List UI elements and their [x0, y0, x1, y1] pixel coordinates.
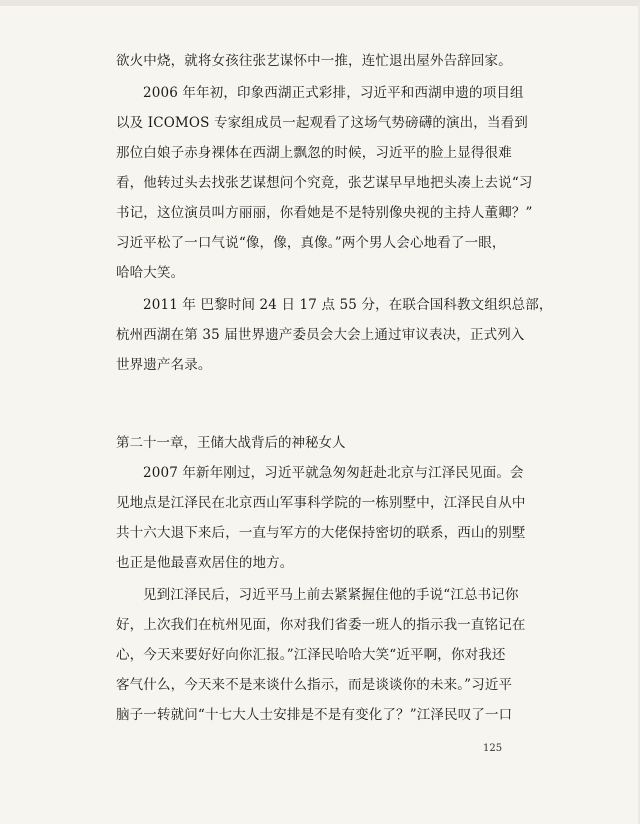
text-line: 见到江泽民后，习近平马上前去紧紧握住他的手说“江总书记你: [143, 587, 519, 603]
text-line: 习近平松了一口气说“像，像，真像。”两个男人会心地看了一眼，: [116, 235, 506, 251]
text-line: 共十六大退下来后，一直与军方的大佬保持密切的联系，西山的别墅: [116, 525, 526, 541]
text-line: 那位白娘子赤身裸体在西湖上飘忽的时候，习近平的脸上显得很难: [116, 145, 512, 161]
paragraph-1: [116, 46, 524, 76]
text-line: 以及 ICOMOS 专家组成员一起观看了这场气势磅礴的演出，当看到: [116, 115, 528, 131]
text-line: 2007 年新年刚过，习近平就急匆匆赶赴北京与江泽民见面。会: [143, 465, 524, 481]
text-line: 欲火中烧，就将女孩往张艺谋怀中一推，连忙退出屋外告辞回家。: [116, 53, 512, 69]
paragraph-4: [116, 458, 524, 578]
text-line: 见地点是江泽民在北京西山军事科学院的一栋别墅中，江泽民自从中: [116, 495, 526, 511]
chapter-heading: 第二十一章，王储大战背后的神秘女人: [116, 435, 346, 451]
text-line: 客气什么，今天来不是来谈什么指示，而是谈谈你的未来。”习近平: [116, 677, 513, 693]
text-line: 脑子一转就问“十七大人士安排是不是有变化了？”江泽民叹了一口: [116, 707, 513, 723]
paragraph-2: [116, 78, 533, 288]
text-line: 世界遗产名录。: [116, 357, 212, 373]
text-line: 好，上次我们在杭州见面，你对我们省委一班人的指示我一直铭记在: [116, 617, 526, 633]
text-line: 书记，这位演员叫方丽丽，你看她是不是特别像央视的主持人董卿？”: [116, 205, 533, 221]
page-content: [116, 46, 553, 730]
text-line: 杭州西湖在第 35 届世界遗产委员会大会上通过审议表决，正式列入: [116, 327, 525, 343]
text-line: 看，他转过头去找张艺谋想问个究竟，张艺谋早早地把头凑上去说“习: [116, 175, 533, 191]
text-line: 2006 年年初，印象西湖正式彩排，习近平和西湖申遗的项目组: [143, 85, 524, 101]
text-line: 哈哈大笑。: [116, 265, 185, 281]
text-line: 也正是他最喜欢居住的地方。: [116, 555, 294, 571]
paragraph-3: [116, 290, 553, 380]
text-line: 心，今天来要好好向你汇报。”江泽民哈哈大笑“近平啊，你对我还: [116, 647, 506, 663]
paragraph-5: [116, 580, 524, 730]
text-line: 2011 年 巴黎时间 24 日 17 点 55 分，在联合国科教文组织总部，: [143, 297, 553, 313]
page-number: 125: [483, 743, 503, 754]
